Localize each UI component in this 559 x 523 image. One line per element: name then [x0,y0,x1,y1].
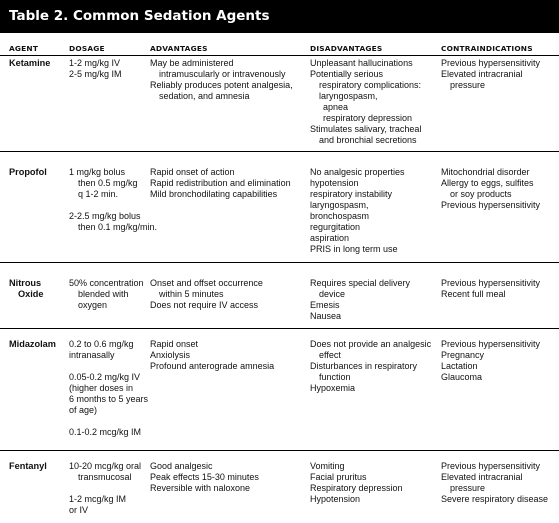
table-row-ketamine [0,58,559,152]
disadvantages-line: Vomiting [310,461,345,471]
dosage-line: 1-2 mg/kg IV [69,58,121,68]
spacer [69,483,141,494]
dosage-line: then 0.1 mg/kg/min. [78,222,158,232]
dosage-line: 2-2.5 mg/kg bolus [69,211,141,221]
advantages-line: Onset and offset occurrence [150,278,263,288]
agent-cell [9,58,50,69]
disadvantages-line: Emesis [310,300,340,310]
dosage-line: 2-5 mg/kg IM [69,69,122,79]
contraindications-line: Mitochondrial disorder [441,167,530,177]
contraindications-line: Allergy to eggs, sulfites [441,178,534,188]
dosage-line: (higher doses in [69,383,134,393]
dosage-cell [69,461,141,516]
disadvantages-line: bronchospasm [310,211,370,221]
advantages-line: sedation, and amnesia [159,91,250,101]
contraindications-line: pressure [450,80,486,90]
dosage-line: q 1-2 min. [78,189,119,199]
disadvantages-line: Stimulates salivary, tracheal [310,124,422,134]
table-row-fentanyl [0,461,559,523]
dosage-line: blended with [78,289,129,299]
disadvantages-line: PRIS in long term use [310,244,398,254]
disadvantages-cell [310,461,403,505]
disadvantages-line: Requires special delivery [310,278,411,288]
table-row-nitrous-oxide [0,278,559,329]
advantages-line: Mild bronchodilating capabilities [150,189,278,199]
advantages-line: Rapid onset [150,339,199,349]
contraindications-line: or soy products [450,189,512,199]
spacer [69,416,148,427]
advantages-line: Rapid redistribution and elimination [150,178,291,188]
disadvantages-line: effect [319,350,341,360]
advantages-cell [150,278,263,311]
disadvantages-line: regurgitation [310,222,361,232]
advantages-cell [150,167,291,200]
disadvantages-cell [310,278,410,322]
contraindications-cell [441,461,548,505]
advantages-line: intramuscularly or intravenously [159,69,286,79]
contraindications-line: Previous hypersensitivity [441,58,541,68]
advantages-line: Peak effects 15-30 minutes [150,472,259,482]
disadvantages-line: Facial pruritus [310,472,367,482]
disadvantages-cell [310,339,431,394]
agent-name: Midazolam [9,339,56,349]
dosage-line: intranasally [69,350,115,360]
contraindications-line: Previous hypersensitivity [441,200,541,210]
disadvantages-line: Nausea [310,311,342,321]
disadvantages-line: aspiration [310,233,350,243]
dosage-line: 50% concentration [69,278,144,288]
header-disadvantages: DISADVANTAGES [310,44,383,53]
dosage-line: or IV [69,505,89,515]
dosage-line: 10-20 mcg/kg oral [69,461,142,471]
advantages-cell [150,461,259,494]
dosage-cell [69,339,148,438]
disadvantages-line: respiratory depression [323,113,413,123]
agent-name: Propofol [9,167,47,177]
table-header-row [0,43,559,56]
contraindications-line: Previous hypersensitivity [441,339,541,349]
dosage-line: 6 months to 5 years [69,394,149,404]
disadvantages-line: device [319,289,346,299]
spacer [69,361,148,372]
advantages-line: Reliably produces potent analgesia, [150,80,293,90]
dosage-line: of age) [69,405,98,415]
table-title: Table 2. Common Sedation Agents [0,0,559,33]
contraindications-cell [441,339,540,383]
dosage-line: 1-2 mcg/kg IM [69,494,127,504]
disadvantages-line: Unpleasant hallucinations [310,58,413,68]
contraindications-cell [441,167,540,211]
agent-cell [9,278,44,300]
disadvantages-line: apnea [323,102,349,112]
disadvantages-line: and bronchial secretions [319,135,417,145]
disadvantages-line: Disturbances in respiratory [310,361,418,371]
advantages-line: Rapid onset of action [150,167,235,177]
contraindications-line: Previous hypersensitivity [441,461,541,471]
contraindications-line: Severe respiratory disease [441,494,549,504]
agent-name: Ketamine [9,58,51,68]
disadvantages-line: No analgesic properties [310,167,405,177]
disadvantages-line: respiratory instability [310,189,393,199]
disadvantages-line: Hypoxemia [310,383,356,393]
contraindications-line: Recent full meal [441,289,506,299]
disadvantages-line: Respiratory depression [310,483,403,493]
header-contraindications: CONTRAINDICATIONS [441,44,533,53]
agent-name: Nitrous [9,278,42,288]
advantages-cell [150,339,274,372]
header-agent: AGENT [9,44,39,53]
disadvantages-line: laryngospasm, [319,91,378,101]
table-row-propofol [0,167,559,263]
advantages-line: Anxiolysis [150,350,191,360]
dosage-line: oxygen [78,300,108,310]
agent-cell [9,167,47,178]
dosage-line: 0.1-0.2 mcg/kg IM [69,427,142,437]
disadvantages-line: function [319,372,351,382]
advantages-line: Reversible with naloxone [150,483,251,493]
disadvantages-line: Does not provide an analgesic [310,339,432,349]
dosage-cell [69,58,122,80]
contraindications-cell [441,278,540,300]
advantages-line: May be administered [150,58,234,68]
disadvantages-line: Hypotension [310,494,361,504]
advantages-line: within 5 minutes [159,289,224,299]
dosage-cell [69,167,157,233]
agent-name: Fentanyl [9,461,47,471]
advantages-line: Good analgesic [150,461,213,471]
advantages-cell [150,58,293,102]
contraindications-line: Elevated intracranial [441,69,523,79]
dosage-line: 1 mg/kg bolus [69,167,126,177]
disadvantages-line: laryngospasm, [310,200,369,210]
header-advantages: ADVANTAGES [150,44,208,53]
dosage-line: 0.2 to 0.6 mg/kg [69,339,134,349]
contraindications-line: Elevated intracranial [441,472,523,482]
disadvantages-cell [310,58,421,146]
dosage-cell [69,278,144,311]
contraindications-cell [441,58,540,91]
dosage-line: 0.05-0.2 mg/kg IV [69,372,141,382]
contraindications-line: Lactation [441,361,478,371]
disadvantages-line: hypotension [310,178,359,188]
advantages-line: Does not require IV access [150,300,259,310]
agent-name: Oxide [18,289,44,299]
spacer [69,200,157,211]
advantages-line: Profound anterograde amnesia [150,361,275,371]
agent-cell [9,339,56,350]
contraindications-line: Pregnancy [441,350,485,360]
contraindications-line: Previous hypersensitivity [441,278,541,288]
contraindications-line: Glaucoma [441,372,483,382]
contraindications-line: pressure [450,483,486,493]
disadvantages-cell [310,167,405,255]
disadvantages-line: respiratory complications: [319,80,422,90]
table-row-midazolam [0,339,559,451]
dosage-line: transmucosal [78,472,132,482]
agent-cell [9,461,47,472]
header-dosage: DOSAGE [69,44,105,53]
disadvantages-line: Potentially serious [310,69,384,79]
dosage-line: then 0.5 mg/kg [78,178,138,188]
